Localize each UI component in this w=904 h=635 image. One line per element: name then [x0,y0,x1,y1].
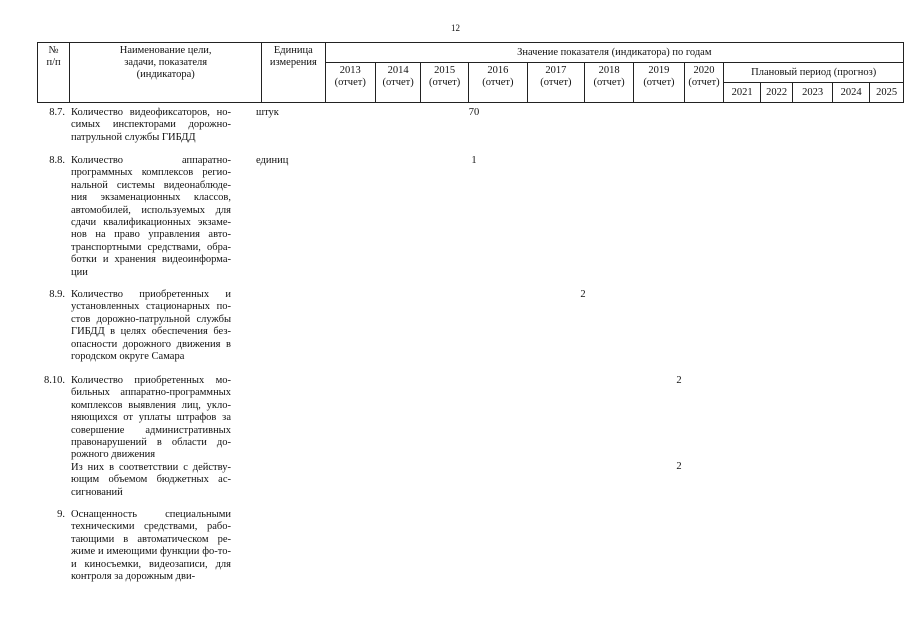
header-unit [262,43,325,103]
row-number: 8.7. [49,107,65,118]
year-label: 2018 [598,65,620,76]
year-label: 2022 [766,86,788,98]
year-note: (отчет) [334,77,366,88]
header-year-2014 [375,63,421,103]
year-label: 2017 [545,65,567,76]
header-name [70,43,262,103]
year-label: 2013 [339,65,361,76]
year-label: 2025 [876,86,898,98]
header-values-label: Значение показателя (индикатора) по годам [517,46,712,58]
row-number: 8.9. [49,289,65,300]
year-label: 2015 [434,65,456,76]
header-year-2025 [870,83,904,103]
header-year-2020 [684,63,724,103]
row-value-2018: 2 [580,289,586,300]
row-number: 8.8. [49,155,65,166]
header-year-2023 [793,83,832,103]
header-year-2019 [634,63,684,103]
indicator-table-header [37,42,904,103]
year-label: 2019 [648,65,670,76]
header-year-2013 [325,63,375,103]
year-note: (отчет) [429,77,461,88]
year-note: (отчет) [540,77,572,88]
header-year-2022 [760,83,793,103]
row-name: Количество аппаратно-программных комплексов регио-нальной системы видеонаблюде-ния экзаменационных классов, автомобилей, используемых для сдачи квалификационных экзаме-нов на право управления авто-транспортными средствами, обра-ботки и хранения видеоинформа-ции [71,155,231,278]
header-year-2021 [724,83,760,103]
year-note: (отчет) [593,77,625,88]
header-year-2015 [421,63,468,103]
row-name-main: Количество приобретенных мо-бильных аппаратно-программных комплексов выявления лиц, укло-няющихся от уплаты штрафов за совершение административных правонарушений в области до-рожного движения [71,375,231,461]
year-label: 2016 [487,65,509,76]
header-year-2016 [468,63,527,103]
year-label: 2024 [840,86,862,98]
header-values [325,43,903,63]
plan-period-label: Плановый период (прогноз) [751,66,877,78]
row-name-sub: Из них в соответствии с действу-ющим объемом бюджетных ас-сигнований [71,461,231,498]
row-unit: штук [256,107,279,118]
year-label: 2021 [731,86,753,98]
header-name-label: Наименование цели, задачи, показателя (индикатора) [119,45,212,80]
year-note: (отчет) [643,77,675,88]
year-note: (отчет) [382,77,414,88]
header-num-label: № п/п [46,45,61,68]
header-year-2018 [584,63,633,103]
year-note: (отчет) [688,77,720,88]
row-value-2016: 1 [471,155,477,166]
row-number: 8.10. [44,375,65,386]
header-num [38,43,70,103]
row-number: 9. [57,509,65,520]
header-plan-period [724,63,904,83]
row-name: Количество видеофиксаторов, но-симых инспекторами дорожно-патрульной службы ГИБДД [71,107,231,143]
year-label: 2020 [693,65,715,76]
year-note: (отчет) [482,77,514,88]
row-value-2020: 2 [676,375,682,386]
row-value-2016: 70 [468,107,480,118]
header-year-2024 [832,83,869,103]
row-name [71,375,231,499]
row-unit: единиц [256,155,289,166]
year-label: 2023 [802,86,824,98]
header-year-2017 [527,63,584,103]
year-label: 2014 [387,65,409,76]
header-unit-label: Единица измерения [269,45,317,68]
row-name: Количество приобретенных и установленных стационарных по-стов дорожно-патрульной службы ГИБДД в целях обеспечения без-опасности дорожного движения в городском округе Самара [71,289,231,363]
page-number: 12 [451,23,460,33]
row-sub-value-2020: 2 [676,461,682,472]
row-name: Оснащенность специальными техническими средствами, рабо-тающими в автоматическом ре-жиме и имеющими функции фо-то- и киносъемки, видеозаписи, для контроля за дорожным дви- [71,509,231,583]
